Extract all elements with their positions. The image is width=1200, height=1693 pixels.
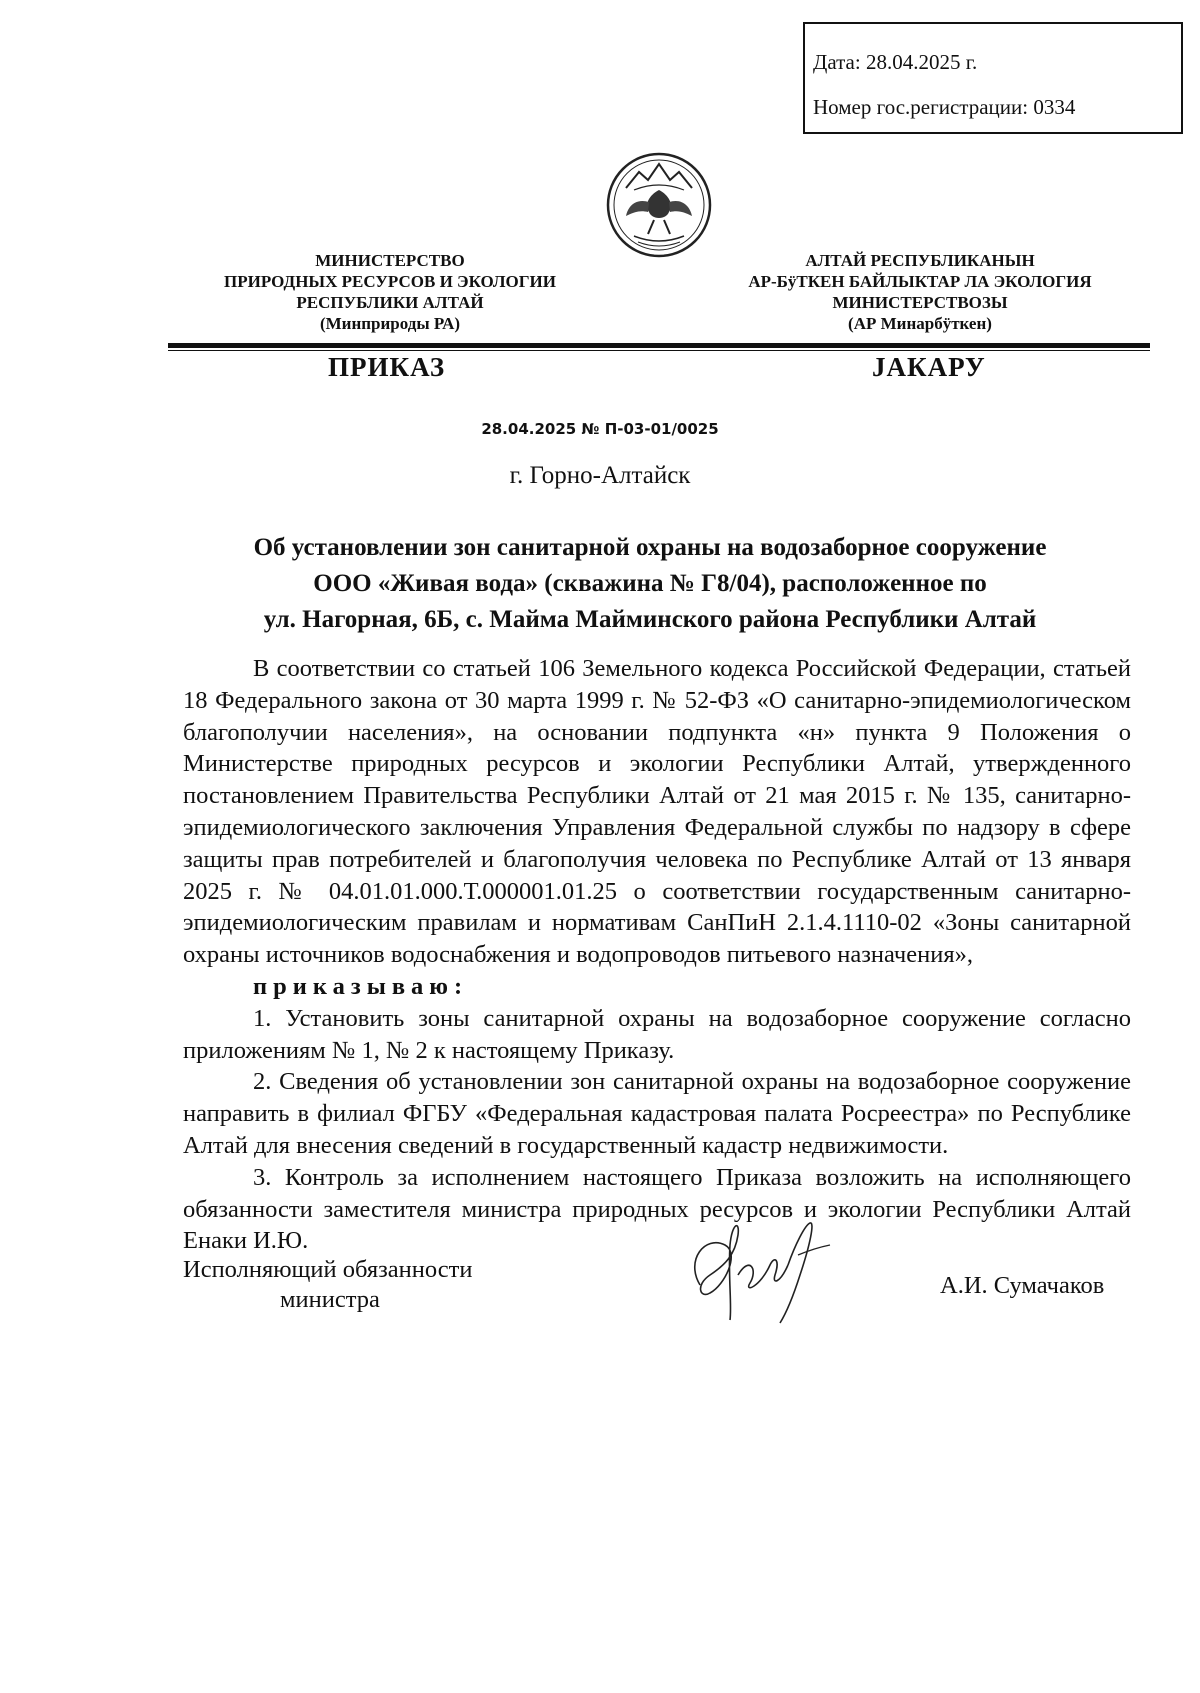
signatory-name: А.И. Сумачаков — [940, 1272, 1105, 1299]
registration-date-label: Дата: — [813, 50, 861, 74]
heading-line2: ООО «Живая вода» (скважина № Г8/04), расположенное по — [313, 570, 987, 597]
ministry-alt-line2: АР-БÿТКЕН БАЙЛЫКТАР ЛА ЭКОЛОГИЯ — [748, 272, 1092, 291]
order-item-3: 3. Контроль за исполнением настоящего Приказа возложить на исполняющего обязанности заместителя министра природных ресурсов и экологии Республики Алтай Енаки И.Ю. — [183, 1163, 1131, 1255]
signatory-position — [183, 1255, 472, 1315]
heading-line1: Об установлении зон санитарной охраны на водозаборное сооружение — [253, 534, 1047, 561]
order-number: 28.04.2025 № П-03-01/0025 — [481, 420, 719, 438]
ministry-ru-line4: (Минприроды РА) — [319, 314, 461, 333]
registration-date — [813, 40, 1181, 85]
registration-number — [813, 85, 1181, 130]
city: г. Горно-Алтайск — [509, 462, 691, 489]
ministry-ru-line1: МИНИСТЕРСТВО — [315, 251, 465, 270]
handwritten-signature — [680, 1215, 840, 1330]
ministry-name-russian — [180, 250, 600, 334]
ministry-name-altai — [700, 250, 1140, 334]
ministry-alt-line1: АЛТАЙ РЕСПУБЛИКАНЫН — [805, 251, 1035, 270]
ministry-ru-line2: ПРИРОДНЫХ РЕСУРСОВ И ЭКОЛОГИИ — [224, 272, 556, 291]
header-divider-thin — [168, 350, 1150, 351]
preamble-paragraph: В соответствии со статьей 106 Земельного кодекса Российской Федерации, статьей 18 Федерального закона от 30 марта 1999 г. № 52-ФЗ «О санитарно-эпидемиологическом благополучии населения», на основании подпункта «н» пункта 9 Положения о Министерстве природных ресурсов и экологии Республики Алтай, утвержденного постановлением Правительства Республики Алтай от 21 мая 2015 г. № 135, санитарно-эпидемиологического заключения Управления Федеральной службы по надзору в сфере защиты прав потребителей и благополучия человека по Республике Алтай от 13 января 2025 г. № 04.01.01.000.Т.000001.01.25 о соответствии государственным санитарно-эпидемиологическим правилам и нормативам СанПиН 2.1.4.1110-02 «Зоны санитарной охраны источников водоснабжения и водопроводов питьевого назначения», — [183, 655, 1131, 969]
registration-box — [803, 22, 1183, 134]
ministry-ru-line3: РЕСПУБЛИКИ АЛТАЙ — [296, 293, 484, 312]
document-type-russian: ПРИКАЗ — [328, 352, 446, 382]
document-heading — [170, 530, 1130, 638]
document-body — [183, 653, 1131, 1257]
registration-date-value: 28.04.2025 г. — [865, 50, 978, 74]
signatory-position-line2: министра — [280, 1286, 380, 1313]
order-item-1: 1. Установить зоны санитарной охраны на водозаборное сооружение согласно приложениям № 1, № 2 к настоящему Приказу. — [183, 1004, 1131, 1064]
order-item-2: 2. Сведения об установлении зон санитарной охраны на водозаборное сооружение направить в филиал ФГБУ «Федеральная кадастровая палата Росреестра» по Республике Алтай для внесения сведений в государственный кадастр недвижимости. — [183, 1068, 1131, 1159]
document-type-altai: JАКАРУ — [872, 352, 986, 382]
registration-number-label: Номер гос.регистрации: — [813, 95, 1029, 119]
registration-number-value: 0334 — [1033, 95, 1076, 119]
signatory-position-line1: Исполняющий обязанности — [183, 1256, 473, 1283]
coat-of-arms-emblem — [604, 150, 714, 260]
ministry-alt-line4: (АР Минарбÿткен) — [848, 314, 992, 333]
order-verb: приказываю: — [253, 972, 469, 1000]
header-divider-thick — [168, 343, 1150, 348]
ministry-alt-line3: МИНИСТЕРСТВОЗЫ — [832, 293, 1008, 312]
heading-line3: ул. Нагорная, 6Б, с. Майма Майминского района Республики Алтай — [263, 606, 1037, 633]
